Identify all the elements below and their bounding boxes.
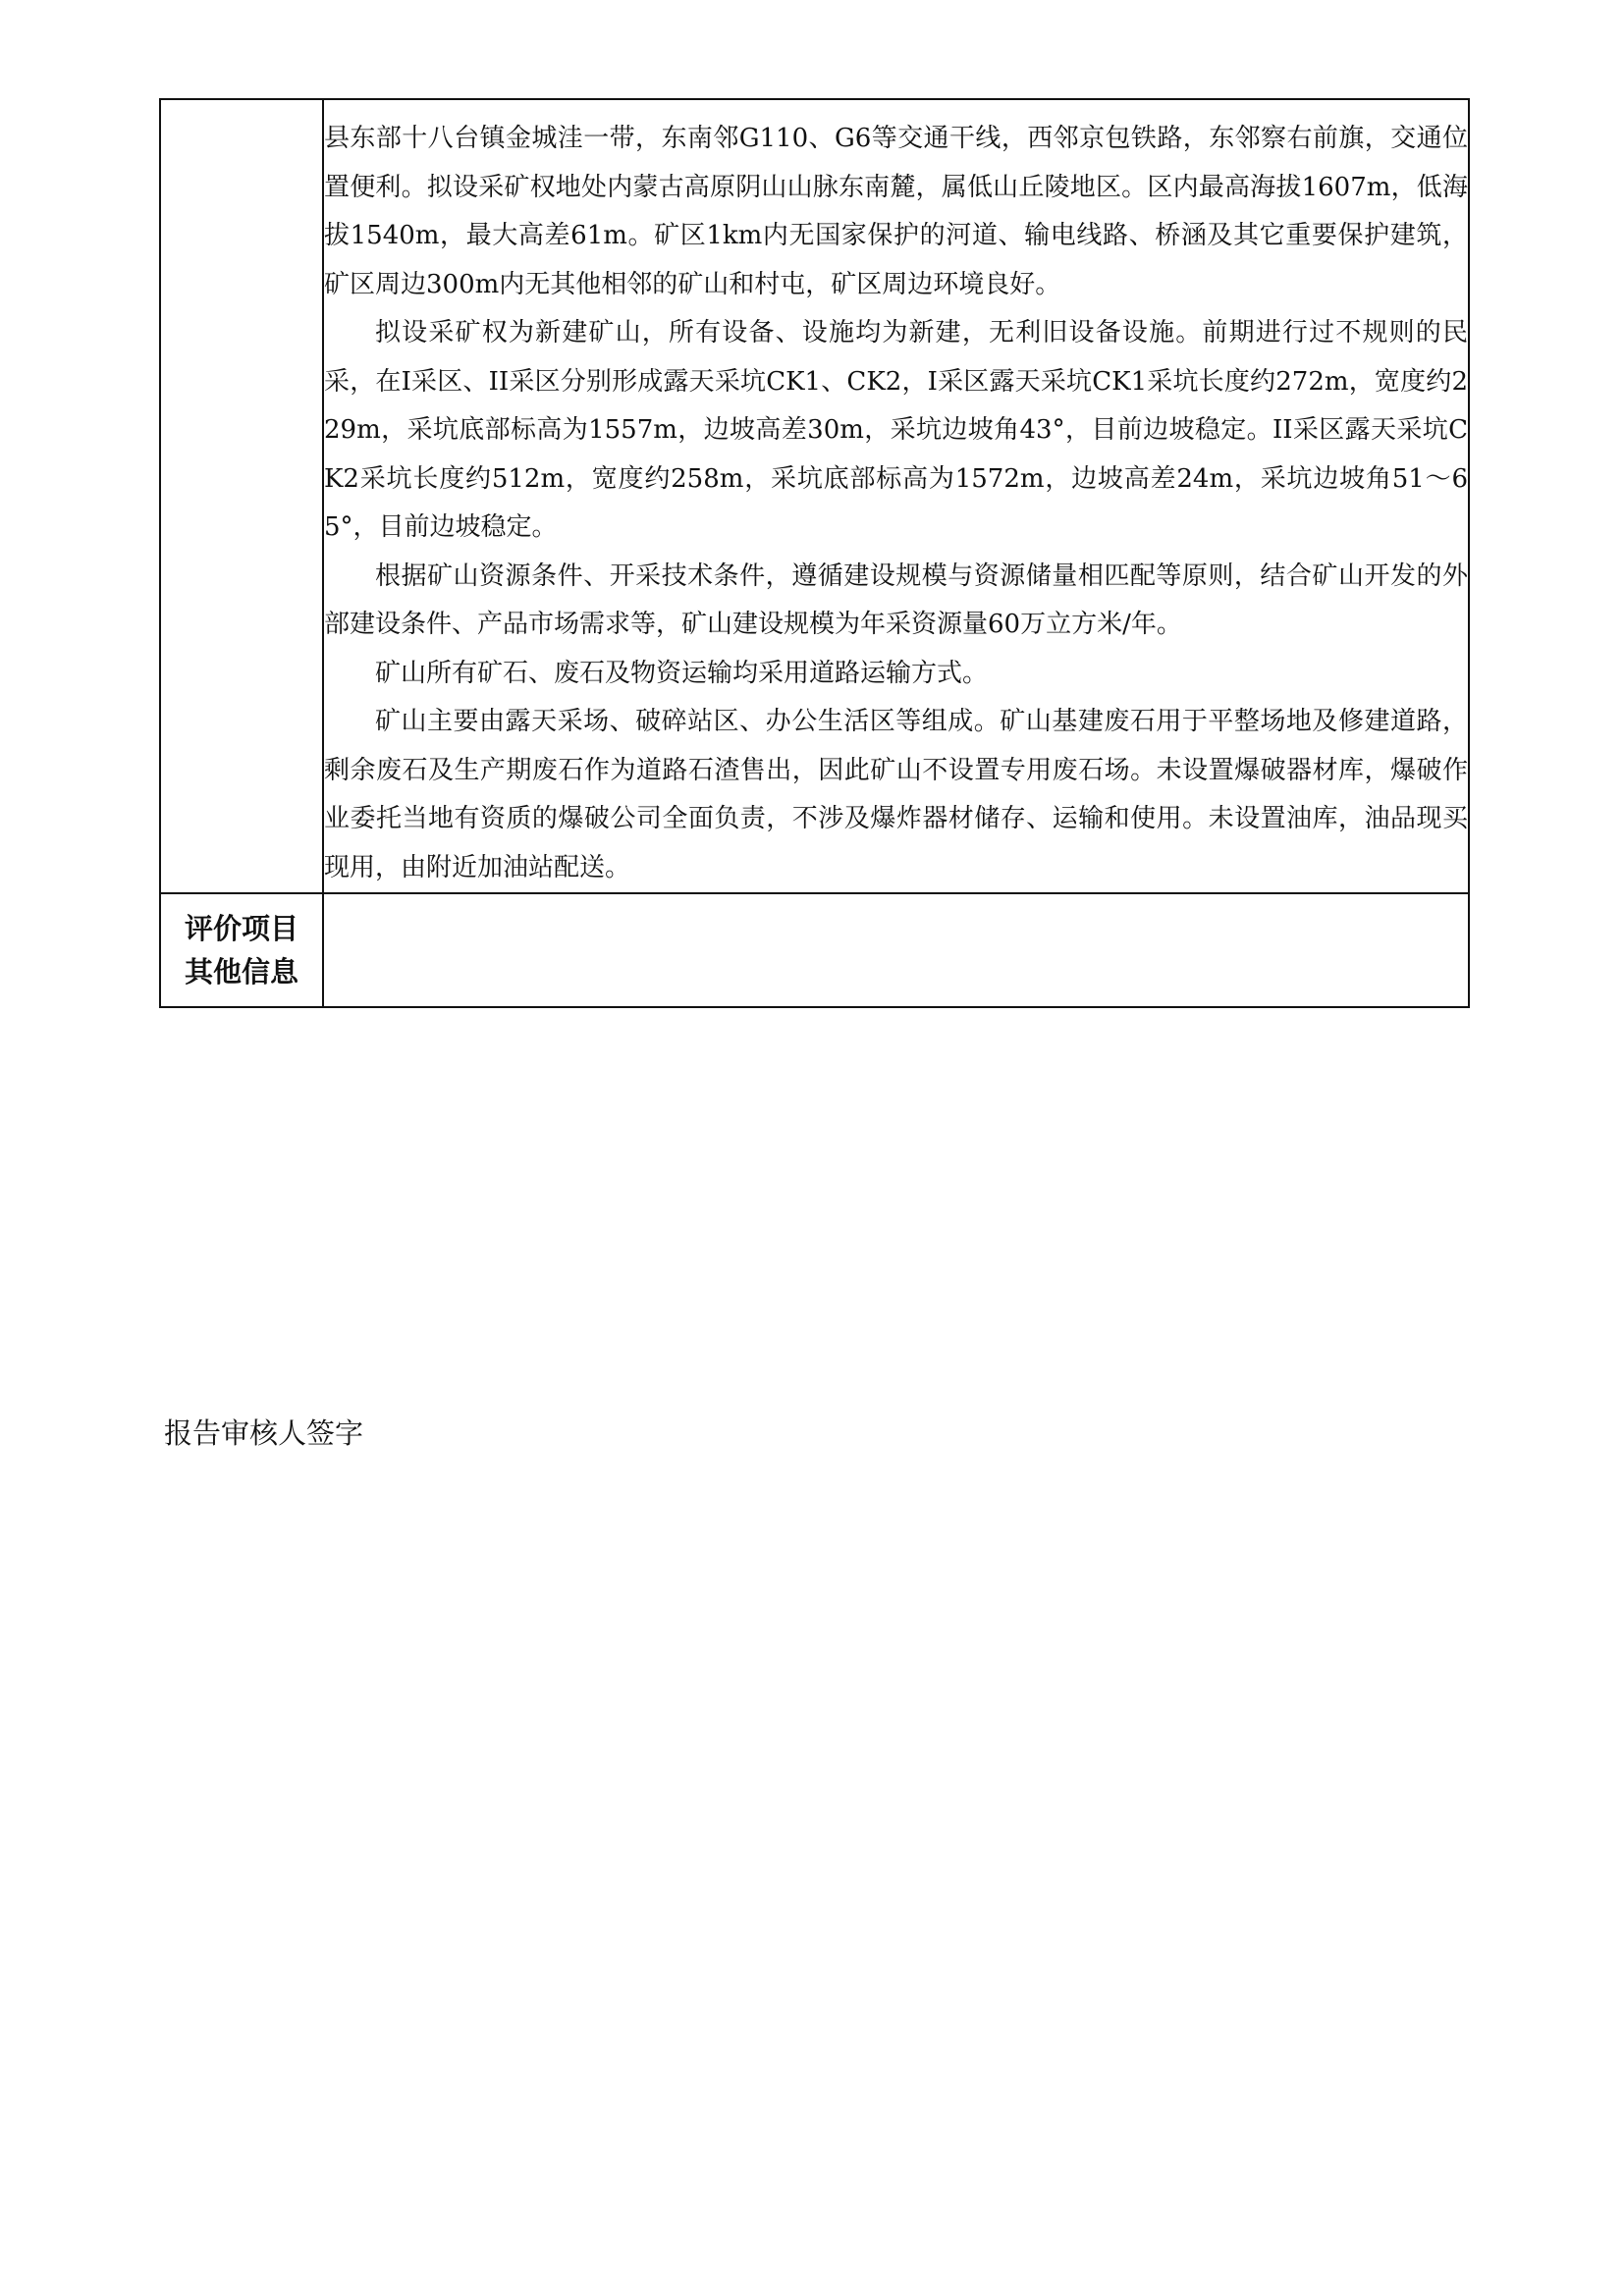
paragraph-location: 县东部十八台镇金城洼一带，东南邻G110、G6等交通干线，西邻京包铁路，东邻察右前旗，交通位置便利。拟设采矿权地处内蒙古高原阴山山脉东南麓，属低山丘陵地区。区内最高海拔1607m，低海拔1540m，最大高差61m。矿区1km内无国家保护的河道、输电线路、桥涵及其它重要保护建筑，矿区周边300m内无其他相邻的矿山和村屯，矿区周边环境良好。 [324, 124, 1468, 299]
other-info-value [323, 893, 1469, 1007]
paragraph-transport: 矿山所有矿石、废石及物资运输均采用道路运输方式。 [375, 658, 989, 688]
paragraph-existing-pits: 拟设采矿权为新建矿山，所有设备、设施均为新建，无利旧设备设施。前期进行过不规则的民采，在I采区、II采区分别形成露天采坑CK1、CK2，I采区露天采坑CK1采坑长度约272m，宽度约229m，采坑底部标高为1557m，边坡高差30m，采坑边坡角43°，目前边坡稳定。II采区露天采坑CK2采坑长度约512m，宽度约258m，采坑底部标高为1572m，边坡高差24m，采坑边坡角51～65°，目前边坡稳定。 [324, 318, 1468, 542]
other-info-label [185, 907, 298, 993]
other-info-label-line2: 其他信息 [184, 955, 298, 988]
row-label-cell-empty [160, 99, 323, 893]
other-info-label-cell [160, 893, 323, 1007]
other-info-label-line1: 评价项目 [184, 912, 298, 945]
other-info-row [160, 893, 1469, 1007]
report-table [159, 98, 1470, 1008]
project-description-cell [323, 99, 1469, 893]
paragraph-scale: 根据矿山资源条件、开采技术条件，遵循建设规模与资源储量相匹配等原则，结合矿山开发的外部建设条件、产品市场需求等，矿山建设规模为年采资源量60万立方米/年。 [324, 561, 1468, 639]
signature-label: 报告审核人签字 [164, 1416, 364, 1450]
project-description-row [160, 99, 1469, 893]
paragraph-composition: 矿山主要由露天采场、破碎站区、办公生活区等组成。矿山基建废石用于平整场地及修建道路，剩余废石及生产期废石作为道路石渣售出，因此矿山不设置专用废石场。未设置爆破器材库，爆破作业委托当地有资质的爆破公司全面负责，不涉及爆炸器材储存、运输和使用。未设置油库，油品现买现用，由附近加油站配送。 [324, 707, 1468, 882]
